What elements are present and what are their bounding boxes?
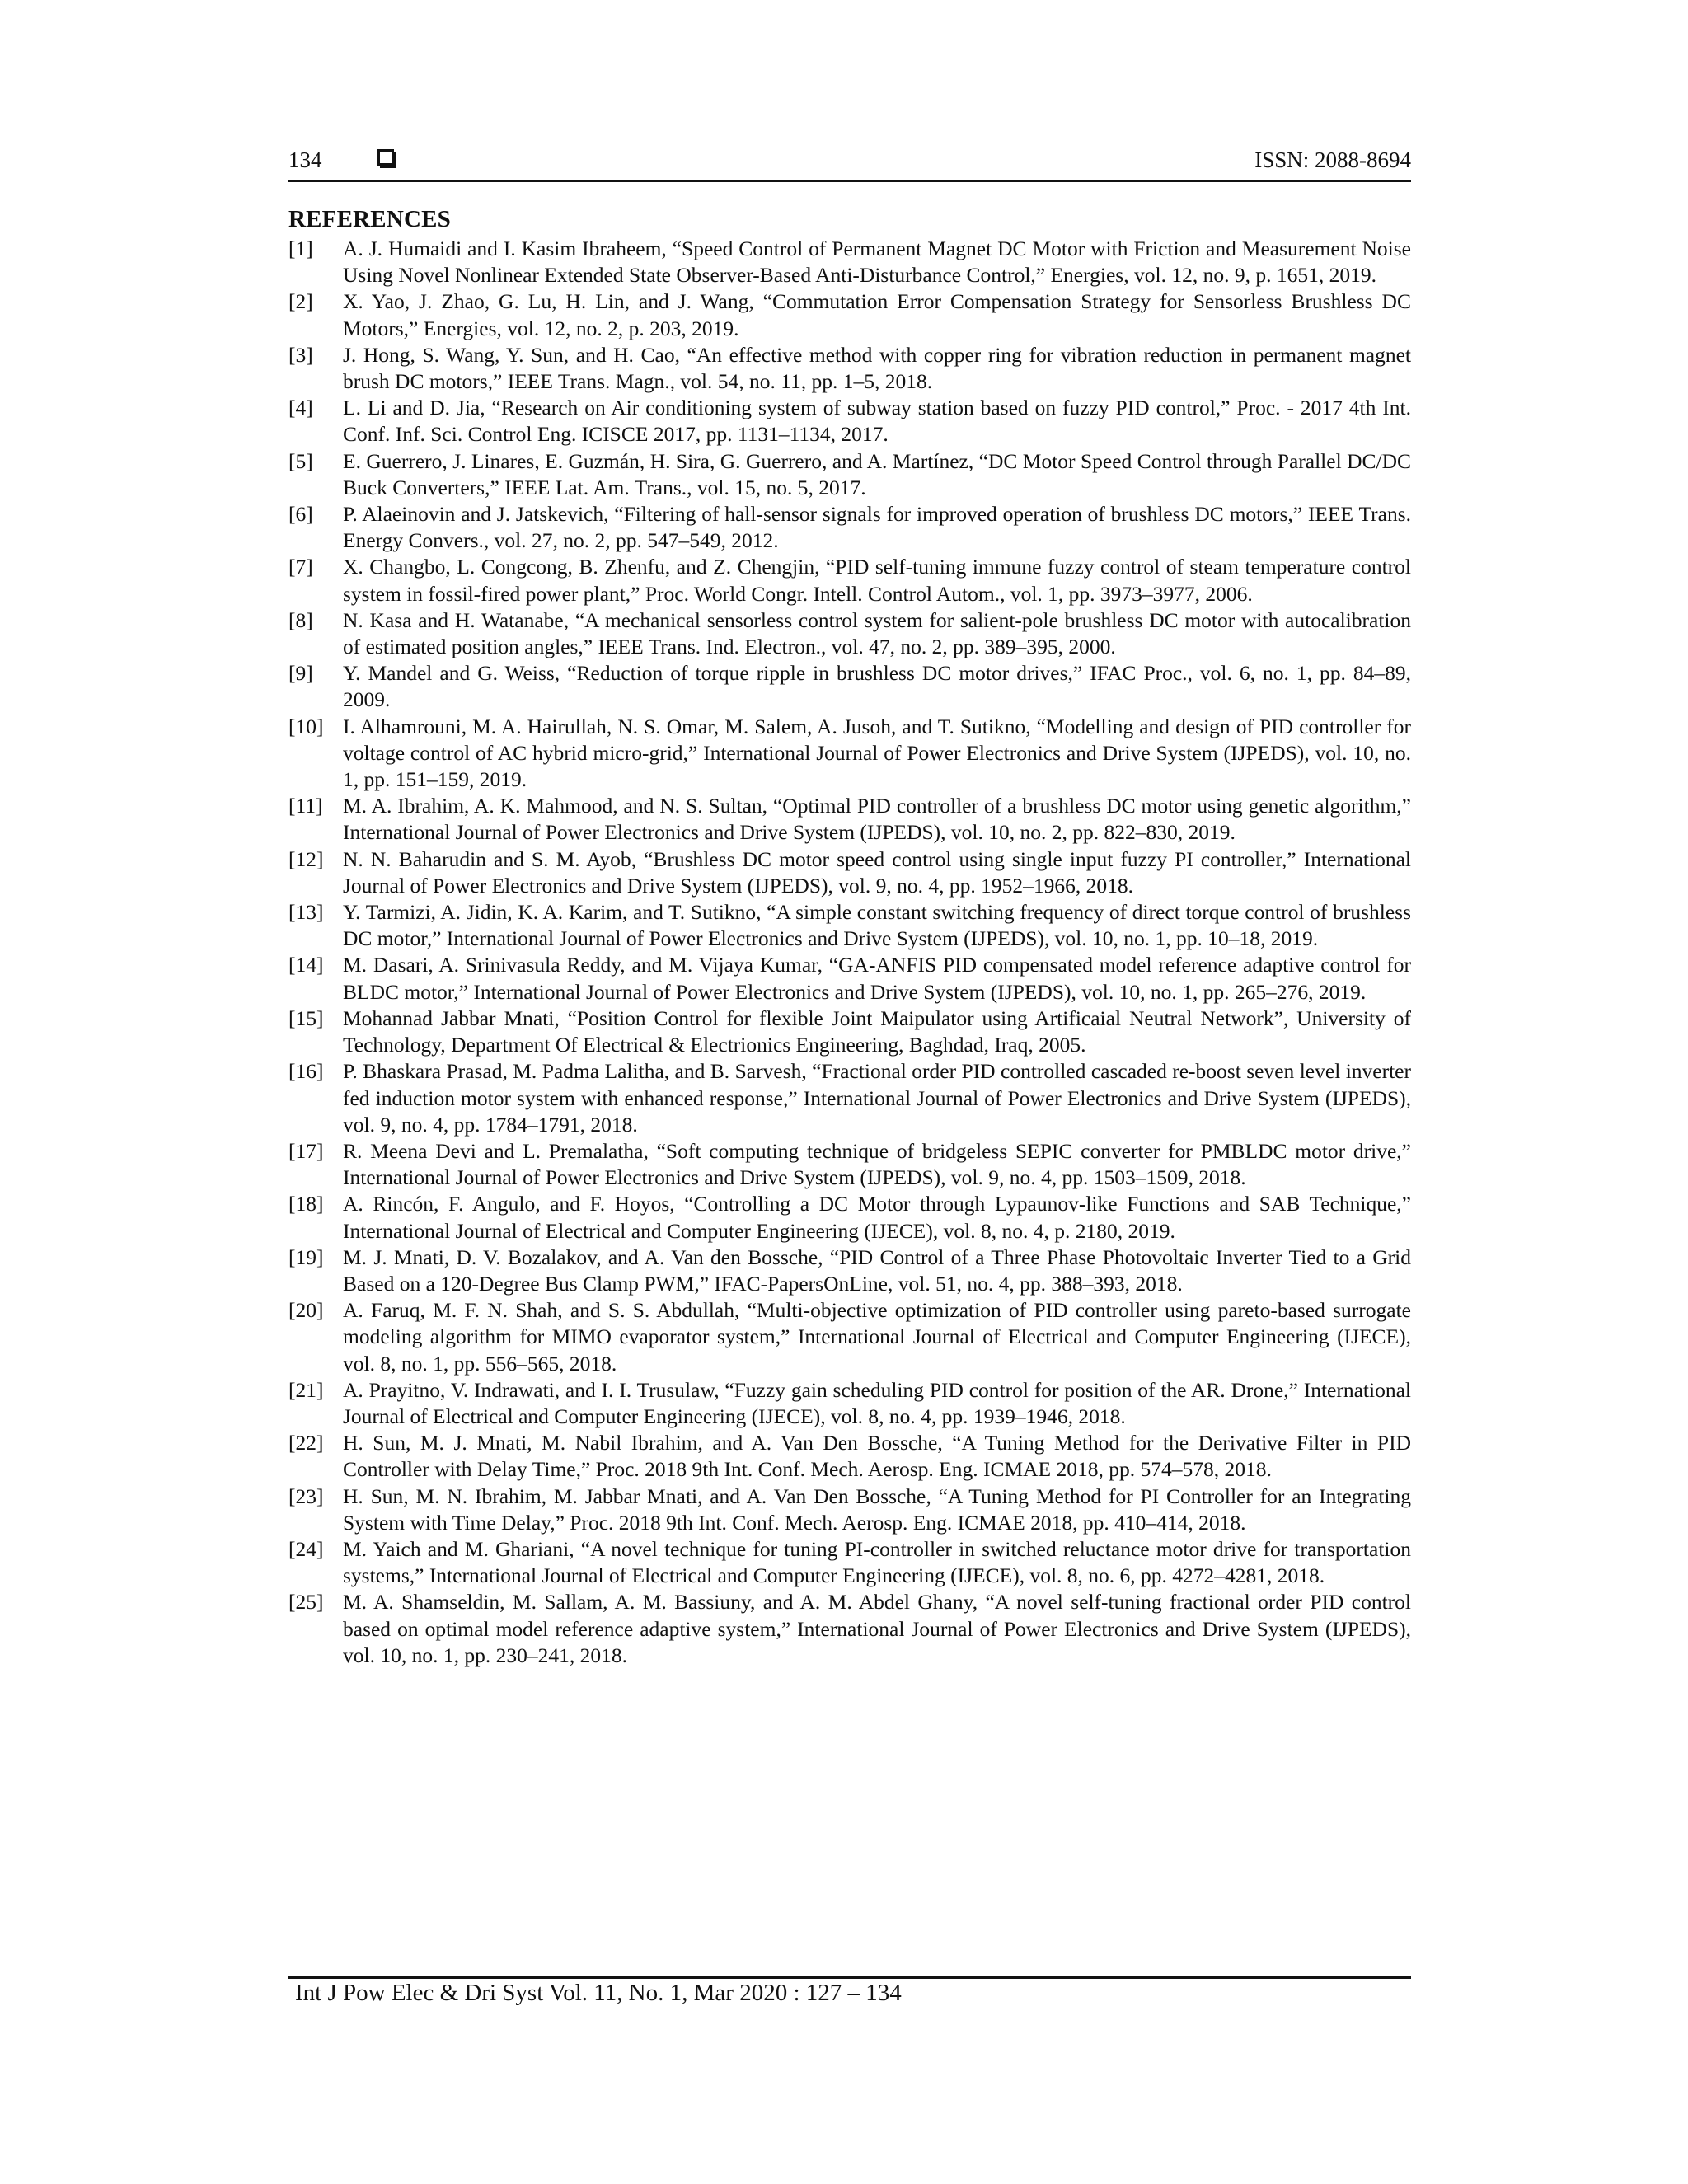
reference-number: [11] bbox=[288, 794, 323, 818]
reference-number: [24] bbox=[288, 1536, 324, 1561]
reference-number: [8] bbox=[288, 607, 313, 632]
reference-number: [14] bbox=[288, 953, 324, 977]
reference-text: H. Sun, M. J. Mnati, M. Nabil Ibrahim, and A. Van Den Bossche, “A Tuning Method for the Derivative Filter in PID Controller with Delay Time,” Proc. 2018 9th Int. Conf. Mech. Aerosp. Eng. ICMAE 2018, pp. 574–578, 2018. bbox=[343, 1431, 1411, 1482]
reference-item bbox=[288, 899, 1411, 952]
reference-number: [15] bbox=[288, 1005, 324, 1030]
reference-item bbox=[288, 1377, 1411, 1430]
checkbox-square-icon bbox=[377, 149, 394, 166]
reference-number: [13] bbox=[288, 900, 324, 925]
reference-list bbox=[288, 236, 1411, 1669]
reference-item bbox=[288, 1589, 1411, 1669]
reference-text: E. Guerrero, J. Linares, E. Guzmán, H. Sira, G. Guerrero, and A. Martínez, “DC Motor Speed Control through Parallel DC/DC Buck Converters,” IEEE Lat. Am. Trans., vol. 15, no. 5, 2017. bbox=[343, 448, 1411, 499]
reference-text: N. N. Baharudin and S. M. Ayob, “Brushless DC motor speed control using single input fuzzy PI controller,” International Journal of Power Electronics and Drive System (IJPEDS), vol. 9, no. 4, pp. 1952–1966, 2018. bbox=[343, 846, 1411, 898]
reference-item bbox=[288, 554, 1411, 607]
reference-item bbox=[288, 793, 1411, 846]
reference-item bbox=[288, 1536, 1411, 1589]
reference-text: I. Alhamrouni, M. A. Hairullah, N. S. Omar, M. Salem, A. Jusoh, and T. Sutikno, “Modelling and design of PID controller for voltage control of AC hybrid micro-grid,” International Journal of Power Electronics and Drive System (IJPEDS), vol. 10, no. 1, pp. 151–159, 2019. bbox=[343, 714, 1411, 792]
reference-text: M. Dasari, A. Srinivasula Reddy, and M. Vijaya Kumar, “GA-ANFIS PID compensated model reference adaptive control for BLDC motor,” International Journal of Power Electronics and Drive System (IJPEDS), vol. 10, no. 1, pp. 265–276, 2019. bbox=[343, 953, 1411, 1004]
reference-item bbox=[288, 236, 1411, 288]
page-number: 134 bbox=[288, 148, 322, 172]
reference-number: [4] bbox=[288, 396, 313, 420]
reference-number: [23] bbox=[288, 1483, 324, 1508]
reference-item bbox=[288, 1297, 1411, 1377]
reference-number: [9] bbox=[288, 661, 313, 686]
reference-number: [25] bbox=[288, 1590, 324, 1615]
reference-item bbox=[288, 395, 1411, 448]
issn: ISSN: 2088-8694 bbox=[1254, 148, 1411, 172]
reference-number: [17] bbox=[288, 1138, 324, 1163]
reference-number: [16] bbox=[288, 1059, 324, 1084]
reference-text: Y. Mandel and G. Weiss, “Reduction of torque ripple in brushless DC motor drives,” IFAC Proc., vol. 6, no. 1, pp. 84–89, 2009. bbox=[343, 661, 1411, 712]
reference-text: A. J. Humaidi and I. Kasim Ibraheem, “Speed Control of Permanent Magnet DC Motor with Friction and Measurement Noise Using Novel Nonlinear Extended State Observer-Based Anti-Disturbance Control,” Energies, vol. 12, no. 9, p. 1651, 2019. bbox=[343, 237, 1411, 288]
reference-item bbox=[288, 1430, 1411, 1483]
reference-number: [21] bbox=[288, 1377, 324, 1402]
reference-text: A. Rincón, F. Angulo, and F. Hoyos, “Controlling a DC Motor through Lypaunov-like Functions and SAB Technique,” International Journal of Electrical and Computer Engineering (IJECE), vol. 8, no. 4, p. 2180, 2019. bbox=[343, 1192, 1411, 1243]
references-heading: REFERENCES bbox=[288, 206, 451, 232]
reference-text: M. A. Shamseldin, M. Sallam, A. M. Bassiuny, and A. M. Abdel Ghany, “A novel self-tuning fractional order PID control based on optimal model reference adaptive system,” International Journal of Power Electronics and Drive System (IJPEDS), vol. 10, no. 1, pp. 230–241, 2018. bbox=[343, 1590, 1411, 1667]
reference-item bbox=[288, 1005, 1411, 1058]
reference-item bbox=[288, 952, 1411, 1005]
footer-citation: Int J Pow Elec & Dri Syst Vol. 11, No. 1, Mar 2020 : 127 – 134 bbox=[295, 1980, 902, 2006]
reference-text: A. Faruq, M. F. N. Shah, and S. S. Abdullah, “Multi-objective optimization of PID controller using pareto-based surrogate modeling algorithm for MIMO evaporator system,” International Journal of Electrical and Computer Engineering (IJECE), vol. 8, no. 1, pp. 556–565, 2018. bbox=[343, 1298, 1411, 1376]
reference-item bbox=[288, 1138, 1411, 1191]
reference-item bbox=[288, 1244, 1411, 1297]
reference-item bbox=[288, 1483, 1411, 1536]
reference-number: [22] bbox=[288, 1431, 324, 1455]
reference-text: L. Li and D. Jia, “Research on Air conditioning system of subway station based on fuzzy PID control,” Proc. - 2017 4th Int. Conf. Inf. Sci. Control Eng. ICISCE 2017, pp. 1131–1134, 2017. bbox=[343, 396, 1411, 447]
reference-text: M. A. Ibrahim, A. K. Mahmood, and N. S. Sultan, “Optimal PID controller of a brushless DC motor using genetic algorithm,” International Journal of Power Electronics and Drive System (IJPEDS), vol. 10, no. 2, pp. 822–830, 2019. bbox=[343, 794, 1411, 845]
reference-item bbox=[288, 448, 1411, 501]
reference-text: N. Kasa and H. Watanabe, “A mechanical sensorless control system for salient-pole brushless DC motor with autocalibration of estimated position angles,” IEEE Trans. Ind. Electron., vol. 47, no. 2, pp. 389–395, 2000. bbox=[343, 607, 1411, 659]
reference-number: [1] bbox=[288, 237, 313, 260]
reference-text: X. Changbo, L. Congcong, B. Zhenfu, and Z. Chengjin, “PID self-tuning immune fuzzy control of steam temperature control system in fossil-fired power plant,” Proc. World Congr. Intell. Control Autom., vol. 1, pp. 3973–3977, 2006. bbox=[343, 555, 1411, 606]
reference-item bbox=[288, 714, 1411, 794]
reference-item bbox=[288, 1058, 1411, 1138]
reference-item bbox=[288, 1191, 1411, 1244]
reference-number: [18] bbox=[288, 1192, 324, 1216]
reference-number: [2] bbox=[288, 289, 313, 314]
reference-number: [12] bbox=[288, 846, 324, 871]
reference-number: [7] bbox=[288, 555, 313, 579]
reference-number: [3] bbox=[288, 342, 313, 367]
reference-item bbox=[288, 660, 1411, 713]
reference-number: [10] bbox=[288, 714, 324, 738]
reference-item bbox=[288, 342, 1411, 395]
reference-text: R. Meena Devi and L. Premalatha, “Soft computing technique of bridgeless SEPIC converter for PMBLDC motor drive,” International Journal of Power Electronics and Drive System (IJPEDS), vol. 9, no. 4, pp. 1503–1509, 2018. bbox=[343, 1138, 1411, 1190]
reference-number: [19] bbox=[288, 1244, 324, 1269]
reference-number: [6] bbox=[288, 502, 313, 527]
footer-divider bbox=[288, 1976, 1411, 1979]
reference-number: [20] bbox=[288, 1298, 324, 1323]
reference-text: H. Sun, M. N. Ibrahim, M. Jabbar Mnati, and A. Van Den Bossche, “A Tuning Method for PI Controller for an Integrating System with Time Delay,” Proc. 2018 9th Int. Conf. Mech. Aerosp. Eng. ICMAE 2018, pp. 410–414, 2018. bbox=[343, 1483, 1411, 1535]
reference-text: A. Prayitno, V. Indrawati, and I. I. Trusulaw, “Fuzzy gain scheduling PID control for position of the AR. Drone,” International Journal of Electrical and Computer Engineering (IJECE), vol. 8, no. 4, pp. 1939–1946, 2018. bbox=[343, 1377, 1411, 1428]
reference-text: M. Yaich and M. Ghariani, “A novel technique for tuning PI-controller in switched reluctance motor drive for transportation systems,” International Journal of Electrical and Computer Engineering (IJECE), vol. 8, no. 6, pp. 4272–4281, 2018. bbox=[343, 1536, 1411, 1588]
reference-text: X. Yao, J. Zhao, G. Lu, H. Lin, and J. Wang, “Commutation Error Compensation Strategy for Sensorless Brushless DC Motors,” Energies, vol. 12, no. 2, p. 203, 2019. bbox=[343, 289, 1411, 340]
header-divider bbox=[288, 180, 1411, 182]
reference-text: P. Bhaskara Prasad, M. Padma Lalitha, and B. Sarvesh, “Fractional order PID controlled cascaded re-boost seven level inverter fed induction motor system with enhanced response,” International Journal of Power Electronics and Drive System (IJPEDS), vol. 9, no. 4, pp. 1784–1791, 2018. bbox=[343, 1059, 1411, 1137]
reference-item bbox=[288, 607, 1411, 660]
reference-item bbox=[288, 501, 1411, 554]
reference-text: J. Hong, S. Wang, Y. Sun, and H. Cao, “An effective method with copper ring for vibration reduction in permanent magnet brush DC motors,” IEEE Trans. Magn., vol. 54, no. 11, pp. 1–5, 2018. bbox=[343, 342, 1411, 394]
reference-item bbox=[288, 846, 1411, 899]
reference-number: [5] bbox=[288, 448, 313, 473]
reference-text: P. Alaeinovin and J. Jatskevich, “Filtering of hall-sensor signals for improved operation of brushless DC motors,” IEEE Trans. Energy Convers., vol. 27, no. 2, pp. 547–549, 2012. bbox=[343, 502, 1411, 553]
reference-text: Mohannad Jabbar Mnati, “Position Control for flexible Joint Maipulator using Artificaial Neutral Network”, University of Technology, Department Of Electrical & Electrionics Engineering, Baghdad, Iraq, 2005. bbox=[343, 1005, 1411, 1057]
reference-text: Y. Tarmizi, A. Jidin, K. A. Karim, and T. Sutikno, “A simple constant switching frequency of direct torque control of brushless DC motor,” International Journal of Power Electronics and Drive System (IJPEDS), vol. 10, no. 1, pp. 10–18, 2019. bbox=[343, 900, 1411, 951]
page-header bbox=[288, 144, 1411, 179]
reference-item bbox=[288, 288, 1411, 341]
reference-text: M. J. Mnati, D. V. Bozalakov, and A. Van den Bossche, “PID Control of a Three Phase Photovoltaic Inverter Tied to a Grid Based on a 120-Degree Bus Clamp PWM,” IFAC-PapersOnLine, vol. 51, no. 4, pp. 388–393, 2018. bbox=[343, 1244, 1411, 1296]
